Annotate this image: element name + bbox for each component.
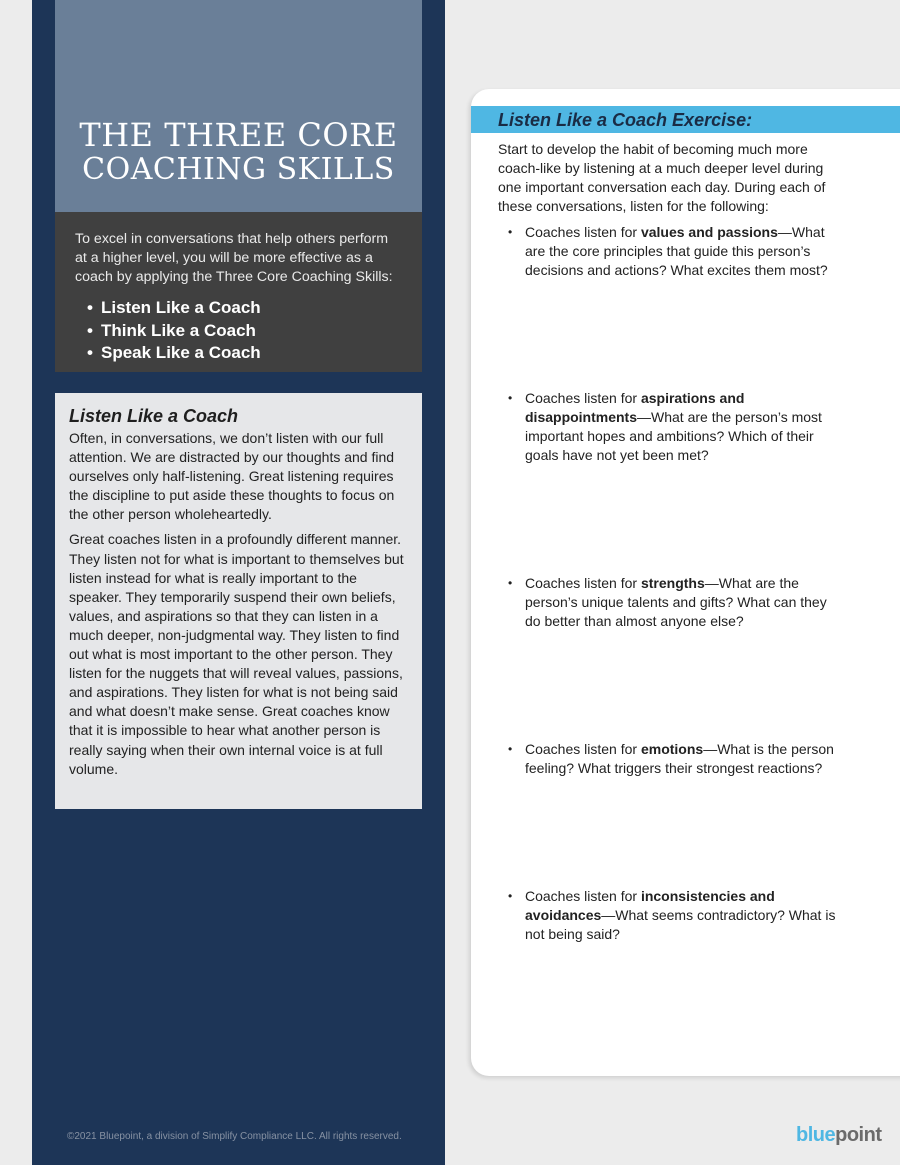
exercise-item-strengths: • Coaches listen for strengths—What are the person’s unique talents and gifts? What can they do better than almost anyone else? — [508, 575, 827, 629]
page-title-line2: COACHING SKILLS — [82, 152, 395, 187]
exercise-intro: Start to develop the habit of becoming much more coach-like by listening at a much deeper level during one important conversation each day. During each of these conversations, listen for the following: — [498, 141, 826, 214]
copyright-text: ©2021 Bluepoint, a division of Simplify Compliance LLC. All rights reserved. — [67, 1131, 402, 1142]
page-title-line1: THE THREE CORE — [79, 116, 398, 154]
listen-paragraph-2: Great coaches listen in a profoundly different manner. They listen not for what is important to themselves but listen instead for what is really important to the speaker. They temporarily suspend their own beliefs, values, and aspirations so that they can listen in a much deeper, non-judgmental way. They listen to find out what is most important to the other person. They listen for the nuggets that will reveal values, passions, and aspirations. They listen for what is not being said and what doesn’t make sense. Great coaches know that it is impossible to hear what another person is really saying when their own internal voice is at full volume. — [69, 531, 404, 777]
bullet-icon: • — [508, 391, 513, 405]
intro-text: To excel in conversations that help others perform at a higher level, you will be more effective as a coach by applying the Three Core Coaching Skills: — [75, 231, 393, 285]
listen-paragraph-1: Often, in conversations, we don’t listen with our full attention. We are distracted by our thoughts and find ourselves only half-listening. Great listening requires the discipline to put aside these thoughts to focus on the other person wholeheartedly. — [69, 430, 395, 523]
bullet-icon: • — [508, 889, 513, 903]
title-block — [55, 0, 422, 212]
listen-like-coach-box — [55, 393, 422, 809]
exercise-item-values: • Coaches listen for values and passions—What are the core principles that guide this person’s decisions and actions? What excites them most? — [508, 224, 828, 278]
exercise-title: Listen Like a Coach Exercise: — [498, 110, 753, 130]
exercise-item-emotions: • Coaches listen for emotions—What is the person feeling? What triggers their strongest reactions? — [508, 741, 834, 776]
bullet-icon: • — [508, 576, 513, 590]
bullet-icon: • — [508, 742, 513, 756]
intro-block — [55, 212, 422, 372]
listen-box-title: Listen Like a Coach — [69, 406, 239, 426]
exercise-item-aspirations: • Coaches listen for aspirations and disappointments—What are the person’s most important hopes and ambitions? Which of their goals have not yet been met? — [508, 390, 822, 463]
skill-item-think: • Think Like a Coach — [87, 320, 402, 343]
skill-item-speak: • Speak Like a Coach — [87, 342, 402, 365]
skill-item-listen: • Listen Like a Coach — [87, 297, 402, 320]
bullet-icon: • — [508, 225, 513, 239]
bluepoint-logo: bluepoint — [796, 1124, 882, 1146]
skills-list — [75, 297, 402, 365]
exercise-item-inconsistencies: • Coaches listen for inconsistencies and avoidances—What seems contradictory? What is not being said? — [508, 888, 836, 942]
